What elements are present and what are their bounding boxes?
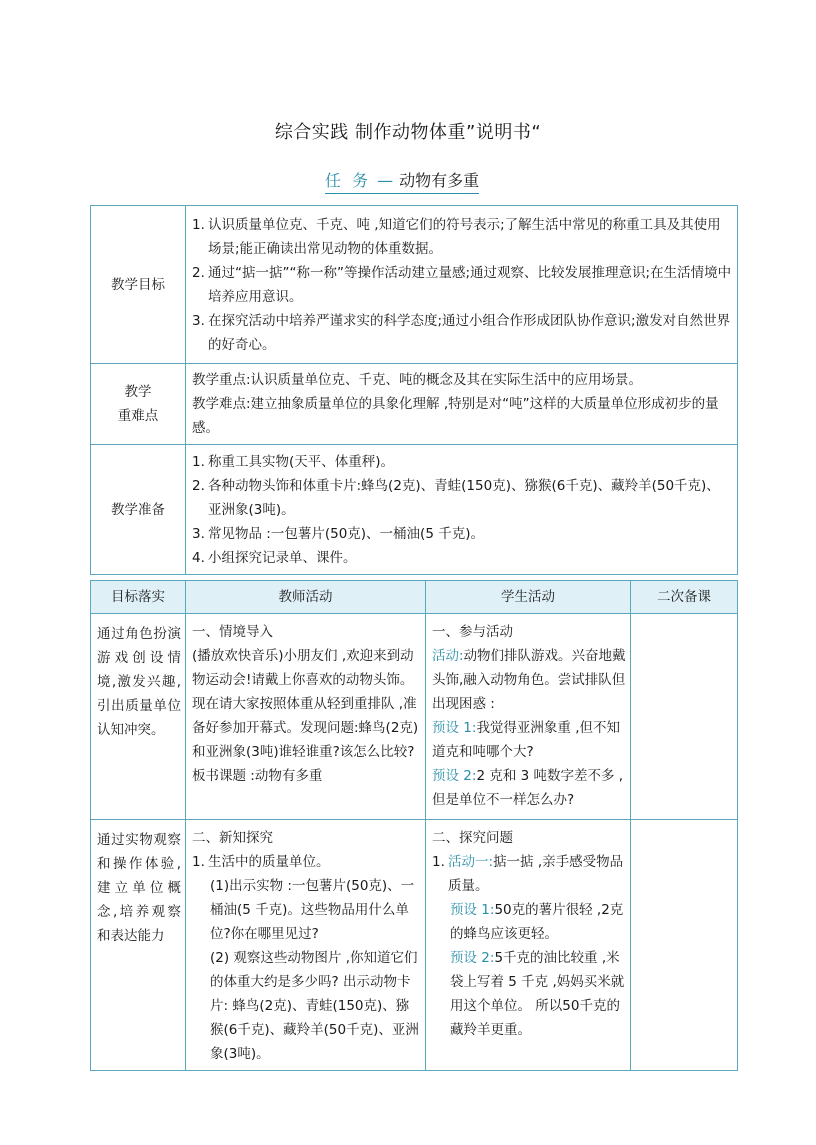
list-item xyxy=(192,474,733,522)
item-text: 在探究活动中培养严谨求实的科学态度;通过小组合作形成团队协作意识;激发对自然世界的好奇心。 xyxy=(208,312,731,353)
sub-item: (1)出示实物 :一包薯片(50克)、一桶油(5 千克)。这些物品用什么单位?你在哪里见过? xyxy=(210,878,415,942)
table-header-row xyxy=(91,581,738,614)
activity-text: 掂一掂 ,亲手感受物品质量。 xyxy=(448,854,624,894)
item-text: 常见物品 :一包薯片(50克)、一桶油(5 千克)。 xyxy=(208,525,484,542)
label-line: 教学 xyxy=(124,384,152,400)
preset-label: 预设 2: xyxy=(432,768,477,784)
activity-table xyxy=(90,580,738,1071)
document-title: 综合实践 制作动物体重”说明书“ xyxy=(274,122,542,143)
teacher-activity-cell xyxy=(186,820,426,1071)
item-text: 生活中的质量单位。 xyxy=(208,854,330,870)
section-title: 二、新知探究 xyxy=(192,830,273,846)
list-item xyxy=(192,213,733,261)
column-header-teacher: 教师活动 xyxy=(186,581,426,614)
list-item xyxy=(192,522,733,546)
item-text: 称重工具实物(天平、体重秤)。 xyxy=(208,453,395,470)
sub-item: (2) 观察这些动物图片 ,你知道它们的体重大约是多少吗? 出示动物卡片: 蜂鸟(2克)、青蛙(150克)、猕猴(6千克)、藏羚羊(50千克)、亚洲象(3吨)。 xyxy=(210,950,419,1062)
preparation-row xyxy=(91,445,738,575)
section-title: 一、情境导入 xyxy=(192,624,273,640)
item-number: 1. xyxy=(192,854,205,870)
item-number: 1. xyxy=(432,854,445,870)
item-text: 通过“掂一掂”“称一称”等操作活动建立量感;通过观察、比较发展推理意识;在生活情境中培养应用意识。 xyxy=(208,264,732,305)
teacher-activity-cell xyxy=(186,614,426,820)
preset-block xyxy=(432,946,626,1042)
difficulty-text: 教学难点:建立抽象质量单位的具象化理解 ,特别是对“吨”这样的大质量单位形成初步的量感。 xyxy=(192,396,719,436)
list-item xyxy=(192,450,733,474)
list-item xyxy=(192,261,733,309)
key-points-label xyxy=(91,364,186,445)
student-activity-cell xyxy=(426,614,631,820)
preset-block xyxy=(432,764,626,812)
preset-text: 2 克和 3 吨数字差不多 ,但是单位不一样怎么办? xyxy=(432,768,624,808)
preset-text: 5千克的油比较重 ,米袋上写着 5 千克 ,妈妈买米就用这个单位。 所以50千克的藏羚羊更重。 xyxy=(450,950,625,1038)
list-item xyxy=(192,850,421,874)
item-number: 2. xyxy=(192,264,205,281)
activity-text: 动物们排队游戏。兴奋地戴头饰,融入动物角色。尝试排队但出现困惑 : xyxy=(432,648,626,712)
item-text: 小组探究记录单、课件。 xyxy=(208,549,357,566)
preset-text: 50克的薯片很轻 ,2克的蜂鸟应该更轻。 xyxy=(450,902,624,942)
list-item xyxy=(192,309,733,357)
label-line: 重难点 xyxy=(117,408,159,424)
activity-label: 活动: xyxy=(432,648,464,664)
activity-block xyxy=(432,644,626,716)
list-item xyxy=(432,850,626,898)
preset-label: 预设 1: xyxy=(432,720,477,736)
objectives-label: 教学目标 xyxy=(91,206,186,364)
list-item xyxy=(192,546,733,570)
key-points-row xyxy=(91,364,738,445)
preparation-content xyxy=(186,445,738,575)
task-name: 动物有多重 xyxy=(399,171,480,190)
notes-cell xyxy=(631,820,738,1071)
column-header-student: 学生活动 xyxy=(426,581,631,614)
item-text: 认识质量单位克、千克、吨 ,知道它们的符号表示;了解生活中常见的称重工具及其使用场景;能正确读出常见动物的体重数据。 xyxy=(208,216,721,257)
preset-text: 我觉得亚洲象重 ,但不知道克和吨哪个大? xyxy=(432,720,621,760)
task-dash: — xyxy=(377,171,394,190)
column-header-notes: 二次备课 xyxy=(631,581,738,614)
goal-cell: 通过实物观察和操作体验,建立单位概念,培养观察和表达能力 xyxy=(91,820,186,1071)
task-subtitle xyxy=(325,168,479,194)
key-points-content xyxy=(186,364,738,445)
table-row xyxy=(91,820,738,1071)
preset-block xyxy=(432,716,626,764)
section-title: 二、探究问题 xyxy=(432,830,513,846)
activity-label: 活动一: xyxy=(448,854,494,870)
objectives-row xyxy=(91,206,738,364)
lesson-plan-table xyxy=(90,205,738,575)
goal-cell: 通过角色扮演游戏创设情境,激发兴趣,引出质量单位认知冲突。 xyxy=(91,614,186,820)
preset-block xyxy=(432,898,626,946)
item-number: 3. xyxy=(192,312,205,329)
student-activity-cell xyxy=(426,820,631,1071)
notes-cell xyxy=(631,614,738,820)
item-number: 1. xyxy=(192,216,205,233)
table-row xyxy=(91,614,738,820)
item-number: 2. xyxy=(192,477,205,494)
item-text: 各种动物头饰和体重卡片:蜂鸟(2克)、青蛙(150克)、猕猴(6千克)、藏羚羊(50千克)、亚洲象(3吨)。 xyxy=(208,477,720,518)
item-number: 3. xyxy=(192,525,205,542)
preset-label: 预设 2: xyxy=(450,950,495,966)
item-number: 4. xyxy=(192,549,205,566)
preset-label: 预设 1: xyxy=(450,902,495,918)
section-title: 一、参与活动 xyxy=(432,624,513,640)
preparation-label: 教学准备 xyxy=(91,445,186,575)
key-point-text: 教学重点:认识质量单位克、千克、吨的概念及其在实际生活中的应用场景。 xyxy=(192,372,643,388)
column-header-goal: 目标落实 xyxy=(91,581,186,614)
objectives-content xyxy=(186,206,738,364)
task-label: 任 务 xyxy=(325,171,372,190)
item-number: 1. xyxy=(192,453,205,470)
item-text xyxy=(448,850,626,898)
teacher-text: (播放欢快音乐)小朋友们 ,欢迎来到动物运动会!请戴上你喜欢的动物头饰。现在请大家按照体重从轻到重排队 ,准备好参加开幕式。发现问题:蜂鸟(2克)和亚洲象(3吨)谁轻谁重?该怎么比较?板书课题 :动物有多重 xyxy=(192,648,419,784)
